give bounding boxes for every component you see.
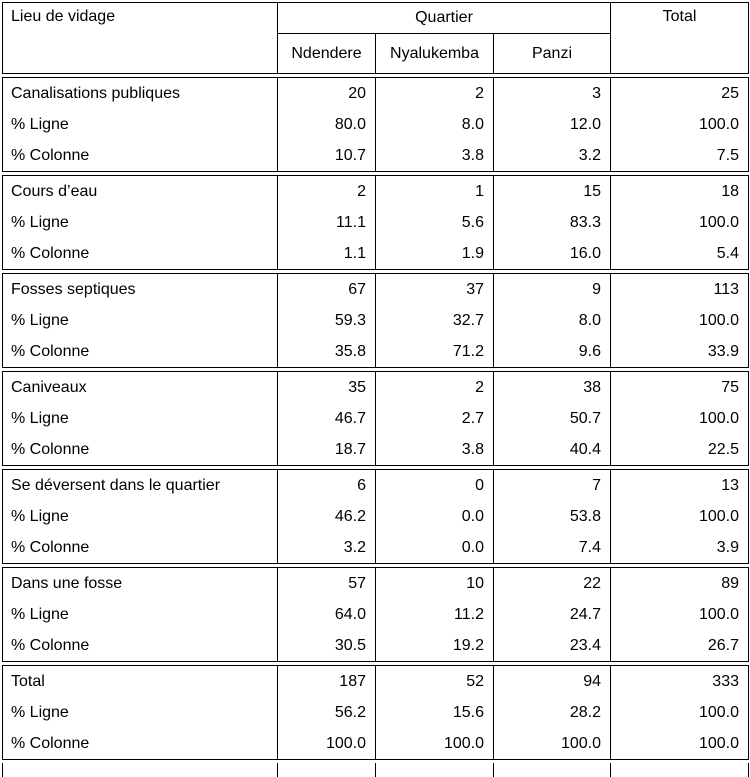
table-row (3, 78, 749, 110)
pct-ligne-label-cell: % Ligne (3, 207, 278, 238)
table-row (3, 403, 749, 434)
quartier-group-header-cell: Quartier (278, 3, 611, 34)
pct-ligne-cell: 100.0 (611, 599, 749, 630)
pct-ligne-cell: 53.8 (494, 501, 611, 532)
pct-colonne-cell: 22.5 (611, 434, 749, 466)
pct-ligne-cell: 59.3 (278, 305, 376, 336)
pct-ligne-cell: 12.0 (494, 109, 611, 140)
category-block (2, 567, 749, 662)
table-row (3, 274, 749, 306)
table-header (2, 2, 749, 74)
column-header-nyalukemba: Nyalukemba (376, 34, 494, 74)
pct-colonne-cell: 1.9 (376, 238, 494, 270)
table-row (3, 728, 749, 760)
pct-colonne-cell: 100.0 (278, 728, 376, 760)
table-row (3, 372, 749, 404)
pct-colonne-cell: 30.5 (278, 630, 376, 662)
pct-colonne-cell: 18.7 (278, 434, 376, 466)
table-row (3, 238, 749, 270)
count-cell: 2 (376, 372, 494, 404)
table-row (3, 434, 749, 466)
pct-ligne-cell: 8.0 (494, 305, 611, 336)
column-header-ndendere: Ndendere (278, 34, 376, 74)
pct-colonne-cell: 10.7 (278, 140, 376, 172)
count-cell: 2 (278, 176, 376, 208)
category-label-cell: Se déversent dans le quartier (3, 470, 278, 502)
pct-colonne-cell: 26.7 (611, 630, 749, 662)
pct-colonne-cell: 9.6 (494, 336, 611, 368)
pct-ligne-cell: 32.7 (376, 305, 494, 336)
count-cell: 6 (278, 470, 376, 502)
pct-colonne-label-cell: % Colonne (3, 140, 278, 172)
pct-ligne-cell: 15.6 (376, 697, 494, 728)
pct-colonne-cell: 7.5 (611, 140, 749, 172)
pct-ligne-cell: 56.2 (278, 697, 376, 728)
table-row (3, 305, 749, 336)
pct-ligne-cell: 11.2 (376, 599, 494, 630)
count-cell: 67 (278, 274, 376, 306)
pct-ligne-cell: 5.6 (376, 207, 494, 238)
count-cell: 57 (278, 568, 376, 600)
category-block (2, 371, 749, 466)
count-cell: 13 (611, 470, 749, 502)
pct-colonne-cell: 7.4 (494, 532, 611, 564)
pct-colonne-cell: 3.8 (376, 434, 494, 466)
category-label-cell: Fosses septiques (3, 274, 278, 306)
count-cell: 38 (494, 372, 611, 404)
stub-cell (3, 763, 278, 777)
category-block (2, 469, 749, 564)
pct-colonne-cell: 5.4 (611, 238, 749, 270)
count-cell: 25 (611, 78, 749, 110)
table-row (3, 532, 749, 564)
pct-colonne-label-cell: % Colonne (3, 630, 278, 662)
pct-colonne-cell: 100.0 (376, 728, 494, 760)
stub-cell (494, 763, 611, 777)
category-label-cell: Caniveaux (3, 372, 278, 404)
pct-colonne-cell: 33.9 (611, 336, 749, 368)
count-cell: 89 (611, 568, 749, 600)
column-header-panzi: Panzi (494, 34, 611, 74)
table-row (3, 140, 749, 172)
pct-colonne-cell: 0.0 (376, 532, 494, 564)
table-row (3, 336, 749, 368)
cross-tabulation-table (2, 2, 748, 777)
pct-colonne-cell: 71.2 (376, 336, 494, 368)
table-row (3, 568, 749, 600)
category-block (2, 273, 749, 368)
category-label-cell: Dans une fosse (3, 568, 278, 600)
header-row-1 (3, 3, 749, 34)
count-cell: 2 (376, 78, 494, 110)
pct-colonne-label-cell: % Colonne (3, 728, 278, 760)
pct-colonne-label-cell: % Colonne (3, 238, 278, 270)
pct-ligne-cell: 64.0 (278, 599, 376, 630)
count-cell: 113 (611, 274, 749, 306)
count-cell: 37 (376, 274, 494, 306)
count-cell: 94 (494, 666, 611, 698)
count-cell: 333 (611, 666, 749, 698)
table-row (3, 109, 749, 140)
pct-ligne-cell: 100.0 (611, 109, 749, 140)
pct-ligne-cell: 0.0 (376, 501, 494, 532)
stub-cell (376, 763, 494, 777)
pct-colonne-cell: 1.1 (278, 238, 376, 270)
count-cell: 7 (494, 470, 611, 502)
pct-ligne-cell: 46.7 (278, 403, 376, 434)
pct-colonne-cell: 100.0 (611, 728, 749, 760)
table-row (3, 501, 749, 532)
table-body-blocks (2, 77, 748, 760)
pct-ligne-cell: 8.0 (376, 109, 494, 140)
pct-ligne-cell: 100.0 (611, 501, 749, 532)
table-row (3, 666, 749, 698)
pct-colonne-cell: 40.4 (494, 434, 611, 466)
pct-ligne-cell: 100.0 (611, 403, 749, 434)
pct-ligne-cell: 24.7 (494, 599, 611, 630)
count-cell: 75 (611, 372, 749, 404)
category-block (2, 77, 749, 172)
pct-ligne-label-cell: % Ligne (3, 599, 278, 630)
pct-colonne-label-cell: % Colonne (3, 434, 278, 466)
pct-ligne-cell: 28.2 (494, 697, 611, 728)
table-row (3, 697, 749, 728)
count-cell: 187 (278, 666, 376, 698)
count-cell: 22 (494, 568, 611, 600)
pct-ligne-cell: 83.3 (494, 207, 611, 238)
pct-ligne-label-cell: % Ligne (3, 109, 278, 140)
category-label-cell: Canalisations publiques (3, 78, 278, 110)
table-row (3, 630, 749, 662)
pct-colonne-cell: 3.9 (611, 532, 749, 564)
pct-ligne-cell: 46.2 (278, 501, 376, 532)
count-cell: 20 (278, 78, 376, 110)
count-cell: 52 (376, 666, 494, 698)
pct-ligne-cell: 80.0 (278, 109, 376, 140)
pct-colonne-cell: 3.2 (494, 140, 611, 172)
count-cell: 10 (376, 568, 494, 600)
count-cell: 1 (376, 176, 494, 208)
pct-colonne-cell: 3.2 (278, 532, 376, 564)
table-row (3, 470, 749, 502)
count-cell: 9 (494, 274, 611, 306)
pct-colonne-cell: 19.2 (376, 630, 494, 662)
count-cell: 0 (376, 470, 494, 502)
stub-cell (611, 763, 749, 777)
count-cell: 15 (494, 176, 611, 208)
pct-ligne-cell: 2.7 (376, 403, 494, 434)
pct-ligne-label-cell: % Ligne (3, 697, 278, 728)
count-cell: 3 (494, 78, 611, 110)
category-block (2, 175, 749, 270)
pct-ligne-cell: 100.0 (611, 697, 749, 728)
pct-colonne-cell: 100.0 (494, 728, 611, 760)
pct-ligne-label-cell: % Ligne (3, 501, 278, 532)
table-row (3, 176, 749, 208)
pct-colonne-cell: 35.8 (278, 336, 376, 368)
category-label-cell: Total (3, 666, 278, 698)
count-cell: 35 (278, 372, 376, 404)
pct-ligne-cell: 11.1 (278, 207, 376, 238)
pct-ligne-cell: 50.7 (494, 403, 611, 434)
corner-header-cell: Lieu de vidage (3, 3, 278, 74)
category-block (2, 665, 749, 760)
stub-cell (278, 763, 376, 777)
pct-colonne-cell: 3.8 (376, 140, 494, 172)
pct-colonne-cell: 16.0 (494, 238, 611, 270)
pct-ligne-cell: 100.0 (611, 305, 749, 336)
stub-row (3, 763, 749, 777)
count-cell: 18 (611, 176, 749, 208)
pct-ligne-cell: 100.0 (611, 207, 749, 238)
cutoff-row-stub (2, 763, 749, 777)
pct-ligne-label-cell: % Ligne (3, 403, 278, 434)
pct-ligne-label-cell: % Ligne (3, 305, 278, 336)
pct-colonne-cell: 23.4 (494, 630, 611, 662)
total-header-cell: Total (611, 3, 749, 74)
table-row (3, 207, 749, 238)
table-row (3, 599, 749, 630)
pct-colonne-label-cell: % Colonne (3, 336, 278, 368)
category-label-cell: Cours d’eau (3, 176, 278, 208)
pct-colonne-label-cell: % Colonne (3, 532, 278, 564)
